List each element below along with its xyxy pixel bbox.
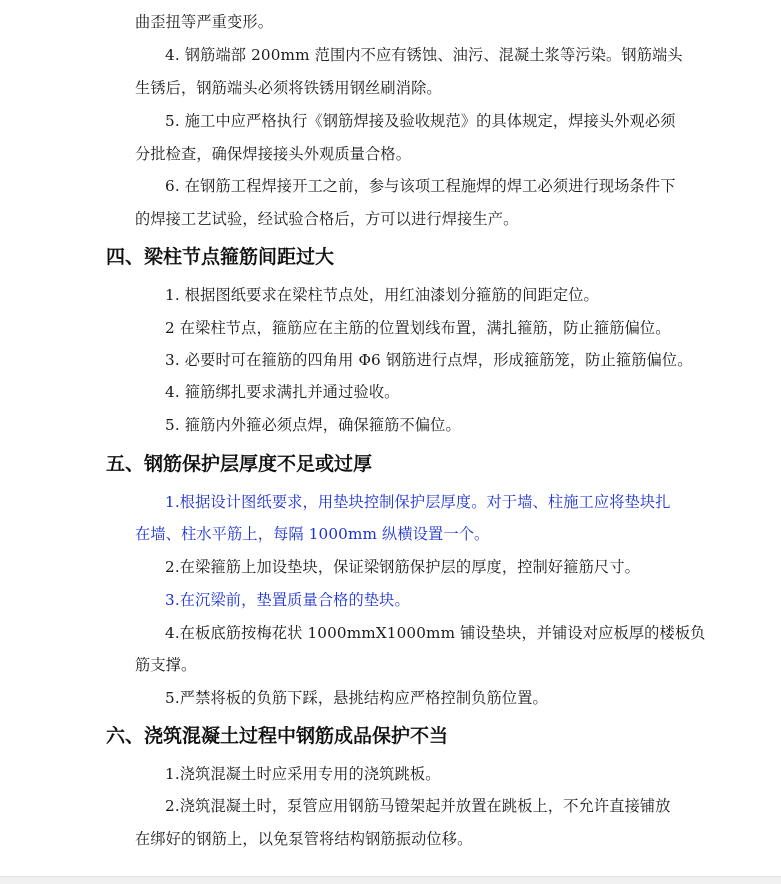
section-5-item-5: 5.严禁将板的负筋下踩，悬挑结构应严格控制负筋位置。 [165,689,548,707]
intro-item-6-line-1: 6. 在钢筋工程焊接开工之前，参与该项工程施焊的焊工必须进行现场条件下 [165,177,676,195]
section-5-item-4-line-2: 筋支撑。 [135,656,197,674]
section-6-item-2-line-2: 在绑好的钢筋上，以免泵管将结构钢筋振动位移。 [135,830,473,848]
section-6-heading: 六、浇筑混凝土过程中钢筋成品保护不当 [106,725,449,747]
section-4-item-2: 2 在梁柱节点，箍筋应在主筋的位置划线布置，满扎箍筋，防止箍筋偏位。 [165,319,671,337]
section-5-item-1-line-1: 1.根据设计图纸要求，用垫块控制保护层厚度。对于墙、柱施工应将垫块扎 [165,493,671,511]
section-4-item-5: 5. 箍筋内外箍必须点焊，确保箍筋不偏位。 [165,416,461,434]
intro-item-5-line-1: 5. 施工中应严格执行《钢筋焊接及验收规范》的具体规定，焊接头外观必须 [165,112,676,130]
section-5-item-2: 2.在梁箍筋上加设垫块，保证梁钢筋保护层的厚度，控制好箍筋尺寸。 [165,558,640,576]
section-5-item-3: 3.在沉梁前，垫置质量合格的垫块。 [165,591,410,609]
section-6-item-1: 1.浇筑混凝土时应采用专用的浇筑跳板。 [165,765,441,783]
section-5-item-1-line-2: 在墙、柱水平筋上，每隔 1000mm 纵横设置一个。 [135,525,490,543]
section-5-heading: 五、钢筋保护层厚度不足或过厚 [106,453,373,475]
intro-item-4-line-1: 4. 钢筋端部 200mm 范围内不应有锈蚀、油污、混凝土浆等污染。钢筋端头 [165,46,683,64]
intro-item-4-line-2: 生锈后，钢筋端头必须将铁锈用钢丝刷消除。 [135,79,442,97]
section-4-item-1: 1. 根据图纸要求在梁柱节点处，用红油漆划分箍筋的间距定位。 [165,286,599,304]
intro-item-6-line-2: 的焊接工艺试验，经试验合格后，方可以进行焊接生产。 [135,210,519,228]
section-4-item-4: 4. 箍筋绑扎要求满扎并通过验收。 [165,383,400,401]
intro-item-5-line-2: 分批检查，确保焊接接头外观质量合格。 [135,145,412,163]
continuation-line: 曲歪扭等严重变形。 [135,13,274,31]
section-5-item-4-line-1: 4.在板底筋按梅花状 1000mmX1000mm 铺设垫块，并铺设对应板厚的楼板负 [165,624,706,642]
section-4-item-3: 3. 必要时可在箍筋的四角用 Φ6 钢筋进行点焊，形成箍筋笼，防止箍筋偏位。 [165,351,693,369]
section-6-item-2-line-1: 2.浇筑混凝土时，泵管应用钢筋马镫架起并放置在跳板上，不允许直接铺放 [165,797,671,815]
section-4-heading: 四、梁柱节点箍筋间距过大 [106,246,335,268]
